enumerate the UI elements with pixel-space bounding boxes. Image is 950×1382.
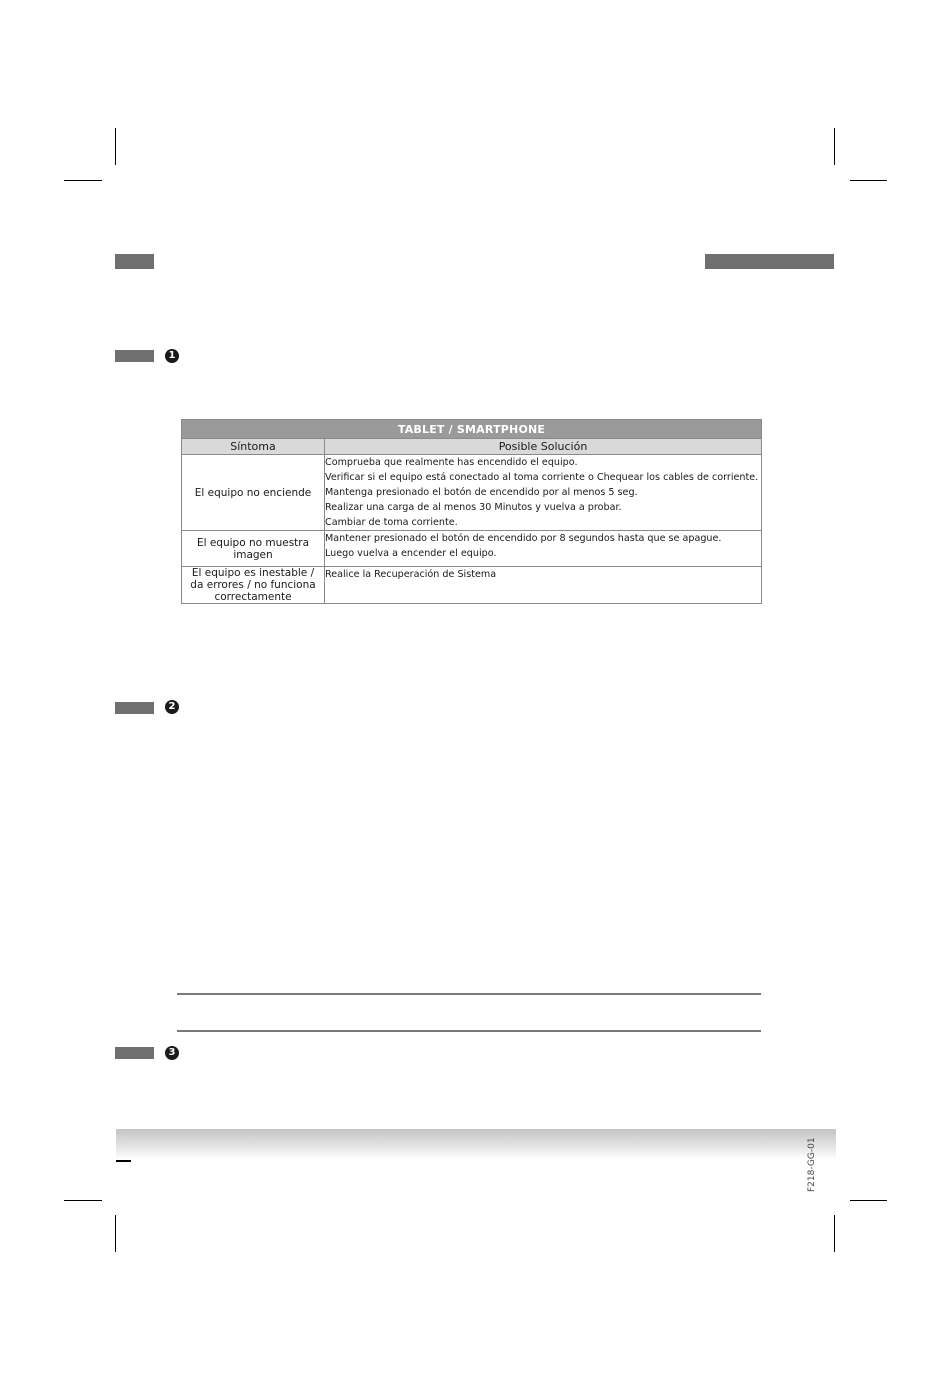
crop-mark (834, 128, 835, 165)
footer-band (116, 1129, 836, 1159)
symptom-line: imagen (233, 548, 273, 561)
crop-mark (834, 1215, 835, 1252)
symptom-line: da errores / no funciona (190, 579, 316, 591)
crop-mark (64, 1200, 102, 1201)
solution-line: Mantenga presionado el botón de encendido por al menos 5 seg. (325, 487, 638, 498)
crop-mark (850, 180, 887, 181)
symptom-cell (182, 531, 325, 567)
crop-mark (115, 1215, 116, 1252)
section-2-number: 2 (165, 700, 179, 714)
solution-line: Cambiar de toma corriente. (325, 517, 458, 528)
symptom-line: El equipo no enciende (194, 486, 312, 499)
table-row (182, 455, 762, 531)
solution-cell (325, 455, 762, 531)
solution-line: Mantener presionado el botón de encendido por 8 segundos hasta que se apague. (325, 533, 722, 544)
table-row (182, 531, 762, 567)
solution-line: Verificar si el equipo está conectado al toma corriente o Chequear los cables de corriente. (325, 472, 759, 483)
section-2-bar (115, 702, 154, 714)
section-3-number: 3 (165, 1046, 179, 1060)
table-title: TABLET / SMARTPHONE (182, 420, 762, 439)
solution-cell (325, 567, 762, 604)
header-symptom: Síntoma (182, 439, 325, 455)
symptom-cell (182, 567, 325, 604)
solution-line: Luego vuelva a encender el equipo. (325, 548, 497, 559)
header-left-bar (115, 254, 154, 269)
crop-mark (64, 180, 102, 181)
solution-line: Comprueba que realmente has encendido el equipo. (325, 457, 578, 468)
troubleshooting-table (181, 419, 762, 604)
section-1-bar (115, 350, 154, 362)
table-row (182, 567, 762, 604)
document-code: F218-GG-01 (807, 1137, 817, 1192)
crop-mark (850, 1200, 887, 1201)
divider-line (177, 1030, 761, 1032)
section-3-bar (115, 1047, 154, 1059)
symptom-line: El equipo es inestable / (191, 567, 315, 579)
divider-line (177, 993, 761, 995)
symptom-cell (182, 455, 325, 531)
solution-cell (325, 531, 762, 567)
header-solution: Posible Solución (325, 439, 762, 455)
symptom-line: correctamente (214, 591, 292, 603)
header-right-bar (705, 254, 834, 269)
solution-line: Realizar una carga de al menos 30 Minutos y vuelva a probar. (325, 502, 622, 513)
solution-line: Realice la Recuperación de Sistema (325, 569, 497, 580)
symptom-line: El equipo no muestra (196, 536, 310, 549)
section-1-number: 1 (165, 349, 179, 363)
footer-tick (116, 1160, 131, 1162)
crop-mark (115, 128, 116, 165)
